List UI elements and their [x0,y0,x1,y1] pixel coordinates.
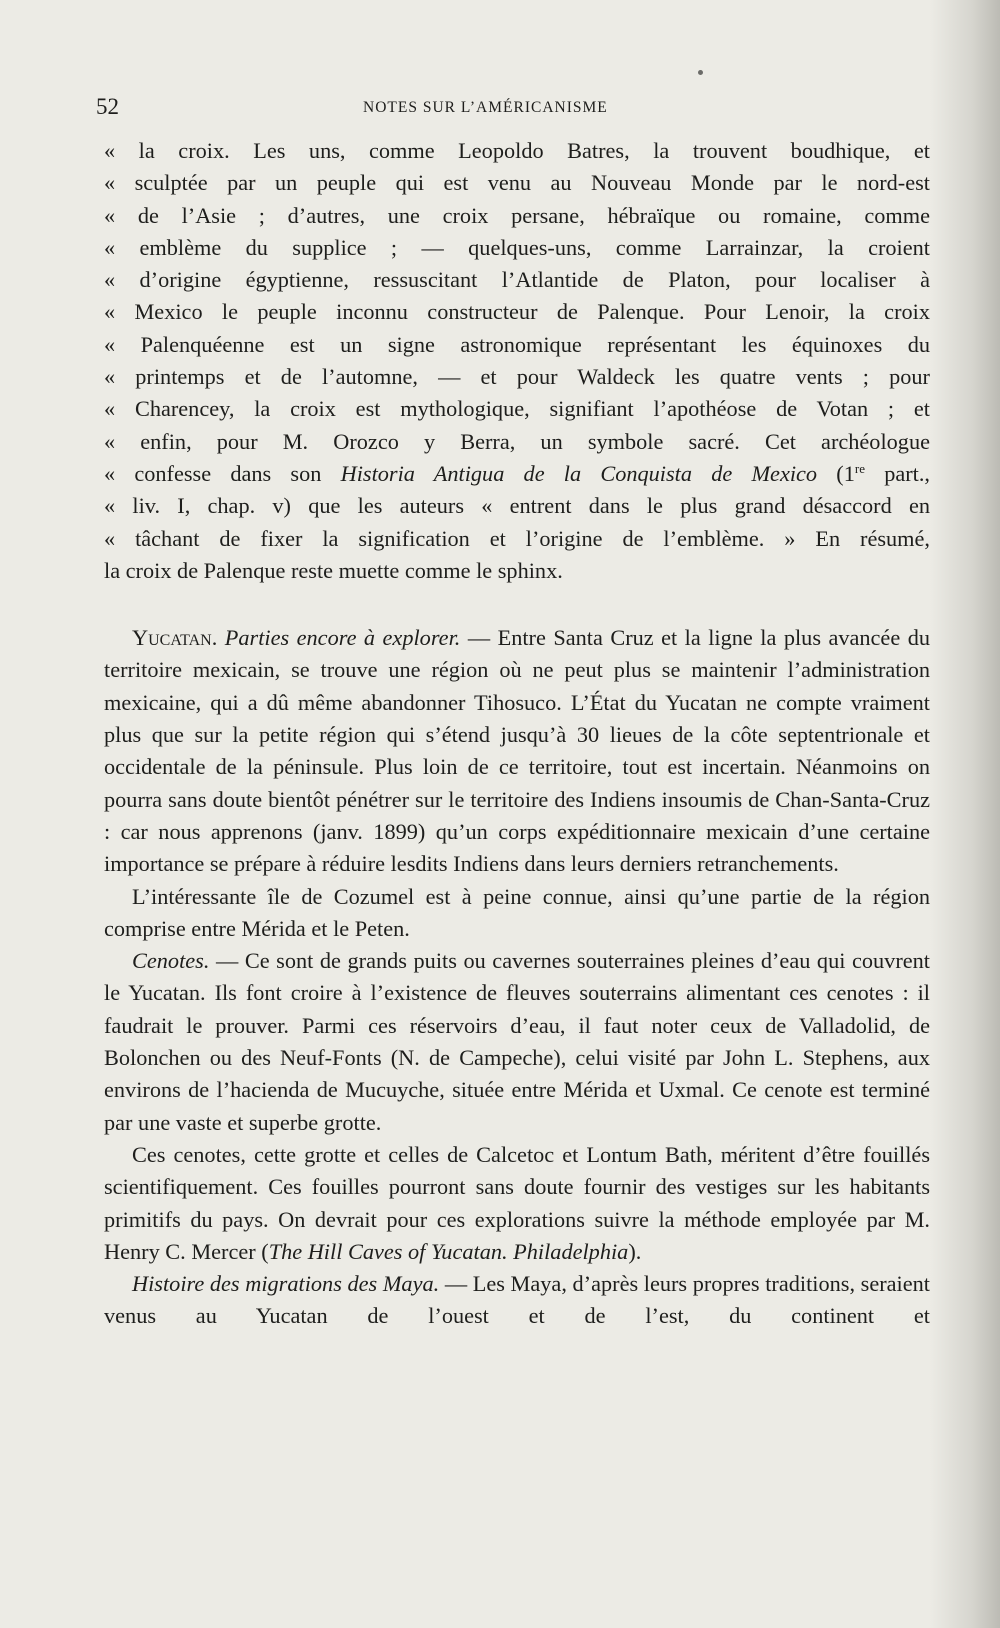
ink-spot [698,70,703,75]
superscript: re [854,460,865,476]
quote-line: « Palenquéenne est un signe astronomique représentant les équinoxes du [104,331,930,357]
section-gap [104,587,930,622]
quote-line: « enfin, pour M. Orozco y Berra, un symbole sacré. Cet archéologue [104,428,930,454]
paragraph-migrations [104,1268,930,1333]
paragraph-cenotes [104,945,930,1139]
book-title: The Hill Caves of Yucatan. Philadelphia [268,1238,629,1264]
quote-text: « confesse dans son [104,460,341,486]
quote-conclusion: la croix de Palenque reste muette comme le sphinx. [104,557,563,583]
page-body [104,135,930,1333]
quote-text: (1 [817,460,855,486]
quotation-block [104,135,930,587]
quote-line: « emblème du supplice ; — quelques-uns, comme Larrainzar, la croient [104,234,930,260]
quote-line: « tâchant de fixer la signification et l’origine de l’emblème. » En résumé, [104,525,930,551]
quote-line: « sculptée par un peuple qui est venu au Nouveau Monde par le nord-est [104,170,930,196]
section-heading: Yucatan. [132,625,218,651]
section-heading: Cenotes. [132,948,210,974]
paragraph-yucatan [104,622,930,880]
quote-text: part., [864,460,931,486]
running-header [96,94,636,124]
paragraph-text: — Les Maya, d’après leurs propres traditions, seraient venus au Yucatan de l’ouest et de l’est, du continent et [104,1271,930,1329]
page-edge-shadow [930,0,1000,1628]
section-subheading: Parties encore à explorer. [224,625,461,651]
page-number: 52 [96,94,119,119]
quote-line: « d’origine égyptienne, ressuscitant l’Atlantide de Platon, pour localiser à [104,267,930,293]
section-heading: Histoire des migrations des Maya. [132,1271,440,1297]
quote-line: « Charencey, la croix est mythologique, signifiant l’apothéose de Votan ; et [104,396,930,422]
paragraph-text: — Entre Santa Cruz et la ligne la plus avancée du territoire mexicain, se trouve une région où ne peut plus se maintenir l’administration mexicaine, qui a dû même abandonner Tihosuco. L’État du Yucatan ne compte vraiment plus que sur la petite région qui s’étend jusqu’à 30 lieues de la côte septentrionale et occidentale de la péninsule. Plus loin de ce territoire, tout est incertain. Néanmoins on pourra sans doute bientôt pénétrer sur le territoire des Indiens insoumis de Chan-Santa-Cruz : car nous apprenons (janv. 1899) qu’un corps expéditionnaire mexicain d’une certaine importance se prépare à réduire lesdits Indiens dans leurs derniers retranchements. [104,625,930,877]
paragraph-fouilles [104,1139,930,1268]
quote-line: « printemps et de l’automne, — et pour Waldeck les quatre vents ; pour [104,364,930,390]
quote-line: « liv. I, chap. v) que les auteurs « entrent dans le plus grand désaccord en [104,493,930,519]
running-title: NOTES SUR L’AMÉRICANISME [363,99,608,116]
book-title: Historia Antigua de la Conquista de Mexico [340,460,818,486]
quote-line [104,458,930,490]
quote-line: « la croix. Les uns, comme Leopoldo Batres, la trouvent boudhique, et [104,138,930,163]
paragraph-text: — Ce sont de grands puits ou cavernes souterraines pleines d’eau qui couvrent le Yucatan. Ils font croire à l’existence de fleuves souterrains alimentant ces cenotes : il faudrait le prouver. Parmi ces réservoirs d’eau, il faut noter ceux de Valladolid, de Bolonchen ou des Neuf-Fonts (N. de Campeche), celui visité par John L. Stephens, aux environs de l’hacienda de Mucuyche, située entre Mérida et Uxmal. Ce cenote est terminé par une vaste et superbe grotte. [104,948,930,1135]
quote-line: « de l’Asie ; d’autres, une croix persane, hébraïque ou romaine, comme [104,202,930,228]
paragraph-cozumel: L’intéressante île de Cozumel est à peine connue, ainsi qu’une partie de la région comprise entre Mérida et le Peten. [104,883,930,941]
paragraph-text: ). [628,1238,642,1264]
quote-line: « Mexico le peuple inconnu constructeur de Palenque. Pour Lenoir, la croix [104,299,930,325]
paragraph-text: Ces cenotes, cette grotte et celles de Calcetoc et Lontum Bath, méritent d’être fouillés scientifiquement. Ces fouilles pourront sans doute fournir des vestiges sur les habitants primitifs du pays. On devrait pour ces explorations suivre la méthode employée par M. Henry C. Mercer ( [104,1141,930,1264]
